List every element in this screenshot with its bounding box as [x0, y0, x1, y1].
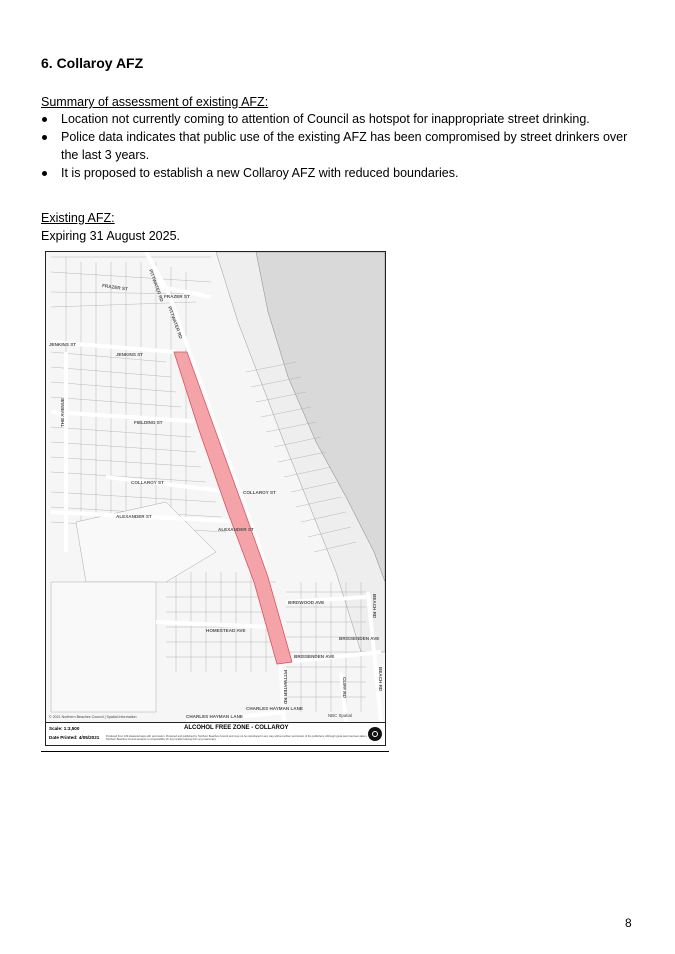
summary-bullet: [41, 128, 641, 164]
section-heading: 6. Collaroy AFZ: [41, 55, 144, 71]
north-arrow-icon: [368, 727, 382, 741]
street-label: THE AVENUE: [60, 397, 65, 427]
street-label: JENKINS ST: [116, 352, 144, 357]
horizontal-rule: [41, 751, 389, 752]
existing-afz-title: Existing AFZ:: [41, 211, 115, 225]
street-label: ALEXANDER ST: [218, 527, 254, 532]
map-copyright: © 2021 Northern Beaches Council | Spatial Information: [49, 715, 137, 719]
street-label: COLLAROY ST: [131, 480, 164, 485]
street-label: PITTWATER RD: [148, 268, 165, 303]
date-printed: Date Printed: 4/05/2021: [49, 735, 100, 740]
street-label: BEACH RD: [372, 594, 377, 619]
map-title: ALCOHOL FREE ZONE - COLLAROY: [184, 725, 289, 731]
street-label: HOMESTEAD AVE: [206, 628, 246, 633]
summary-bullet: [41, 164, 641, 182]
street-label: FRAZER ST: [164, 294, 190, 299]
street-label: CHARLES HAYMAN LANE: [246, 706, 303, 711]
street-label: BRISSENDEN AVE: [339, 636, 380, 641]
street-label: PITTWATER RD: [167, 305, 184, 340]
map-disclaimer: Produced from GIS datasets/maps with permission. Produced and published by Northern Beaches Council and may not be reproduced in any way without written permission of the publishers. Although great care has been taken, Northern Beaches Council accepts no responsibility for any incident arising from any inaccuracy.: [106, 735, 368, 742]
street-label: FIELDING ST: [134, 420, 163, 425]
street-label: ALEXANDER ST: [116, 514, 152, 519]
street-label: BEACH RD: [378, 667, 383, 692]
street-label: FRAZER ST: [101, 283, 129, 292]
street-label: JENKINS ST: [49, 342, 77, 347]
street-label: BRISSENDEN AVE: [294, 654, 335, 659]
bullet-dot-icon: [42, 171, 47, 176]
summary-bullet-list: [41, 110, 641, 182]
street-label: COLLAROY ST: [243, 490, 276, 495]
nbc-spatial-label: NBC Spatial: [328, 713, 352, 718]
expiry-text: Expiring 31 August 2025.: [41, 229, 180, 243]
map-scale: Scale: 1:3,500: [49, 726, 80, 731]
street-label: BIRDWOOD AVE: [288, 600, 325, 605]
bullet-text: It is proposed to establish a new Collaroy AFZ with reduced boundaries.: [61, 166, 459, 180]
bullet-dot-icon: [42, 117, 47, 122]
street-label: CHARLES HAYMAN LANE: [186, 714, 243, 719]
bullet-dot-icon: [42, 135, 47, 140]
street-label: PITTWATER RD: [283, 670, 288, 705]
street-label: CLIFF RD: [342, 677, 347, 698]
summary-bullet: [41, 110, 641, 128]
summary-title: Summary of assessment of existing AFZ:: [41, 95, 269, 109]
afz-map: [45, 251, 386, 746]
bullet-text: Location not currently coming to attention of Council as hotspot for inappropriate street drinking.: [61, 112, 590, 126]
map-legend: [46, 722, 385, 746]
page-number: 8: [625, 916, 632, 930]
map-canvas: [46, 252, 385, 722]
bullet-text: Police data indicates that public use of the existing AFZ has been compromised by street drinkers over the last 3 years.: [61, 130, 628, 162]
